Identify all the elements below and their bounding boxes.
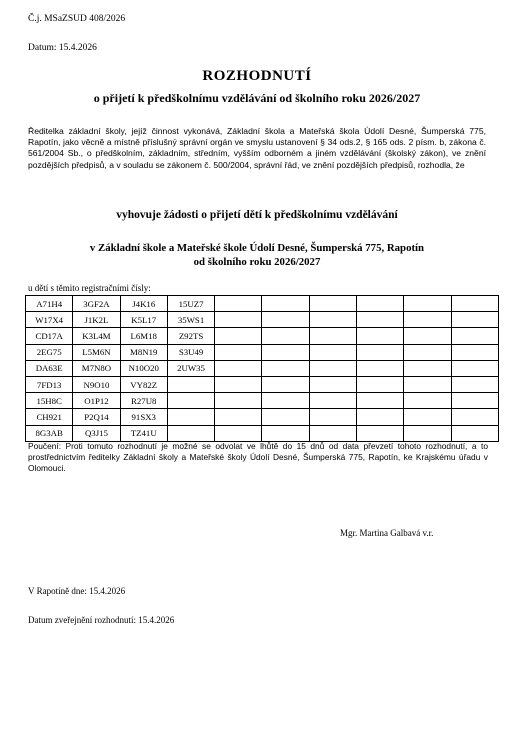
- table-cell: J4K16: [120, 296, 167, 312]
- table-cell: M8N19: [120, 344, 167, 360]
- table-cell: 3GF2A: [73, 296, 120, 312]
- reference-number: Č.j. MSaZSUD 408/2026: [28, 14, 126, 24]
- table-cell: [404, 360, 451, 376]
- table-cell: TZ41U: [120, 425, 167, 441]
- table-cell: [357, 409, 404, 425]
- table-cell: [404, 393, 451, 409]
- table-cell: 8G3AB: [26, 425, 73, 441]
- table-cell: DA63E: [26, 360, 73, 376]
- table-cell: VY82Z: [120, 376, 167, 392]
- table-cell: [309, 409, 356, 425]
- table-cell: S3U49: [167, 344, 214, 360]
- document-subtitle: o přijetí k předškolnímu vzdělávání od školního roku 2026/2027: [93, 91, 421, 105]
- table-cell: [262, 425, 309, 441]
- table-cell: [309, 328, 356, 344]
- table-cell: 7FD13: [26, 376, 73, 392]
- table-row: [26, 393, 499, 409]
- table-cell: [357, 328, 404, 344]
- table-cell: 15H8C: [26, 393, 73, 409]
- registration-codes-table: [25, 295, 499, 442]
- table-cell: [309, 393, 356, 409]
- table-cell: 2UW35: [167, 360, 214, 376]
- table-cell: [215, 409, 262, 425]
- table-cell: [357, 296, 404, 312]
- intro-paragraph: Ředitelka základní školy, jejíž činnost vykonává, Základní škola a Mateřská škola Údolí Desné, Šumperská 775, Rapotín, jako věcně a místně příslušný správní orgán ve smyslu ustanovení § 34 ods.2, § 165 ods. 2 písm. b, zákona č. 561/2004 Sb., o předškolním, základním, středním, vyšším odborném a jiném vzdělávání (školský zákon), ve znění pozdějších předpisů, a v souladu se zákonem č. 500/2004, správní řád, ve znění pozdějších předpisů, rozhodla, že: [28, 126, 486, 170]
- table-row: [26, 409, 499, 425]
- table-cell: [451, 393, 498, 409]
- table-cell: 91SX3: [120, 409, 167, 425]
- table-cell: [357, 344, 404, 360]
- table-cell: R27U8: [120, 393, 167, 409]
- codes-label: u dětí s těmito registračními čísly:: [28, 283, 151, 293]
- school-year-line: od školního roku 2026/2027: [193, 256, 321, 268]
- table-row: [26, 425, 499, 441]
- table-cell: [262, 376, 309, 392]
- table-cell: W17X4: [26, 312, 73, 328]
- document-date: Datum: 15.4.2026: [28, 43, 97, 53]
- document-title: ROZHODNUTÍ: [202, 68, 312, 84]
- table-cell: [262, 393, 309, 409]
- table-cell: P2Q14: [73, 409, 120, 425]
- table-cell: K5L17: [120, 312, 167, 328]
- decision-statement: vyhovuje žádosti o přijetí dětí k předškolnímu vzdělávání: [116, 209, 398, 221]
- table-row: [26, 328, 499, 344]
- table-cell: J1K2L: [73, 312, 120, 328]
- table-cell: [262, 328, 309, 344]
- table-cell: M7N8O: [73, 360, 120, 376]
- table-cell: [262, 296, 309, 312]
- table-cell: [451, 344, 498, 360]
- table-cell: [404, 312, 451, 328]
- table-cell: L5M6N: [73, 344, 120, 360]
- table-cell: [451, 312, 498, 328]
- table-row: [26, 360, 499, 376]
- table-cell: K3L4M: [73, 328, 120, 344]
- table-row: [26, 344, 499, 360]
- signature: Mgr. Martina Galbavá v.r.: [340, 528, 434, 538]
- table-cell: [167, 425, 214, 441]
- table-cell: [451, 376, 498, 392]
- table-cell: 15UZ7: [167, 296, 214, 312]
- table-cell: [215, 376, 262, 392]
- table-cell: [167, 376, 214, 392]
- table-cell: [404, 328, 451, 344]
- table-row: [26, 312, 499, 328]
- table-cell: [404, 425, 451, 441]
- table-cell: [404, 409, 451, 425]
- table-cell: [451, 360, 498, 376]
- table-cell: Z92TS: [167, 328, 214, 344]
- table-cell: [309, 344, 356, 360]
- table-cell: 2EG75: [26, 344, 73, 360]
- table-cell: [215, 344, 262, 360]
- table-cell: CD17A: [26, 328, 73, 344]
- table-cell: [309, 376, 356, 392]
- table-cell: [309, 296, 356, 312]
- table-row: [26, 296, 499, 312]
- table-cell: [215, 296, 262, 312]
- table-cell: [215, 425, 262, 441]
- table-cell: N10O20: [120, 360, 167, 376]
- table-cell: [357, 312, 404, 328]
- table-cell: [309, 425, 356, 441]
- table-cell: [262, 409, 309, 425]
- table-cell: [357, 360, 404, 376]
- table-cell: [357, 425, 404, 441]
- table-cell: [357, 376, 404, 392]
- table-cell: [309, 360, 356, 376]
- place-date: V Rapotíně dne: 15.4.2026: [28, 586, 126, 596]
- table-cell: 35WS1: [167, 312, 214, 328]
- table-cell: [451, 409, 498, 425]
- table-cell: Q3J15: [73, 425, 120, 441]
- table-cell: CH921: [26, 409, 73, 425]
- published-date: Datum zveřejnění rozhodnutí: 15.4.2026: [28, 615, 175, 625]
- table-cell: [451, 296, 498, 312]
- table-cell: [262, 360, 309, 376]
- table-cell: [451, 425, 498, 441]
- table-cell: [309, 312, 356, 328]
- table-row: [26, 376, 499, 392]
- table-cell: [262, 344, 309, 360]
- table-cell: [215, 312, 262, 328]
- table-cell: A71H4: [26, 296, 73, 312]
- table-cell: [215, 393, 262, 409]
- table-cell: [404, 344, 451, 360]
- table-cell: [167, 393, 214, 409]
- table-cell: [451, 328, 498, 344]
- table-cell: [215, 360, 262, 376]
- table-cell: [167, 409, 214, 425]
- table-cell: L6M18: [120, 328, 167, 344]
- table-cell: [404, 296, 451, 312]
- table-cell: [262, 312, 309, 328]
- appeal-notice: Poučení: Proti tomuto rozhodnutí je možné se odvolat ve lhůtě do 15 dnů od data převzetí tohoto rozhodnutí, a to prostřednictvím ředitelky Základní školy a Mateřské školy Údolí Desné, Šumperská 775, Rapotín, ke Krajskému úřadu v Olomouci.: [28, 441, 488, 474]
- table-cell: [215, 328, 262, 344]
- table-cell: N9O10: [73, 376, 120, 392]
- table-cell: [357, 393, 404, 409]
- table-cell: O1P12: [73, 393, 120, 409]
- school-name-line: v Základní škole a Mateřské škole Údolí Desné, Šumperská 775, Rapotín: [89, 242, 425, 254]
- table-cell: [404, 376, 451, 392]
